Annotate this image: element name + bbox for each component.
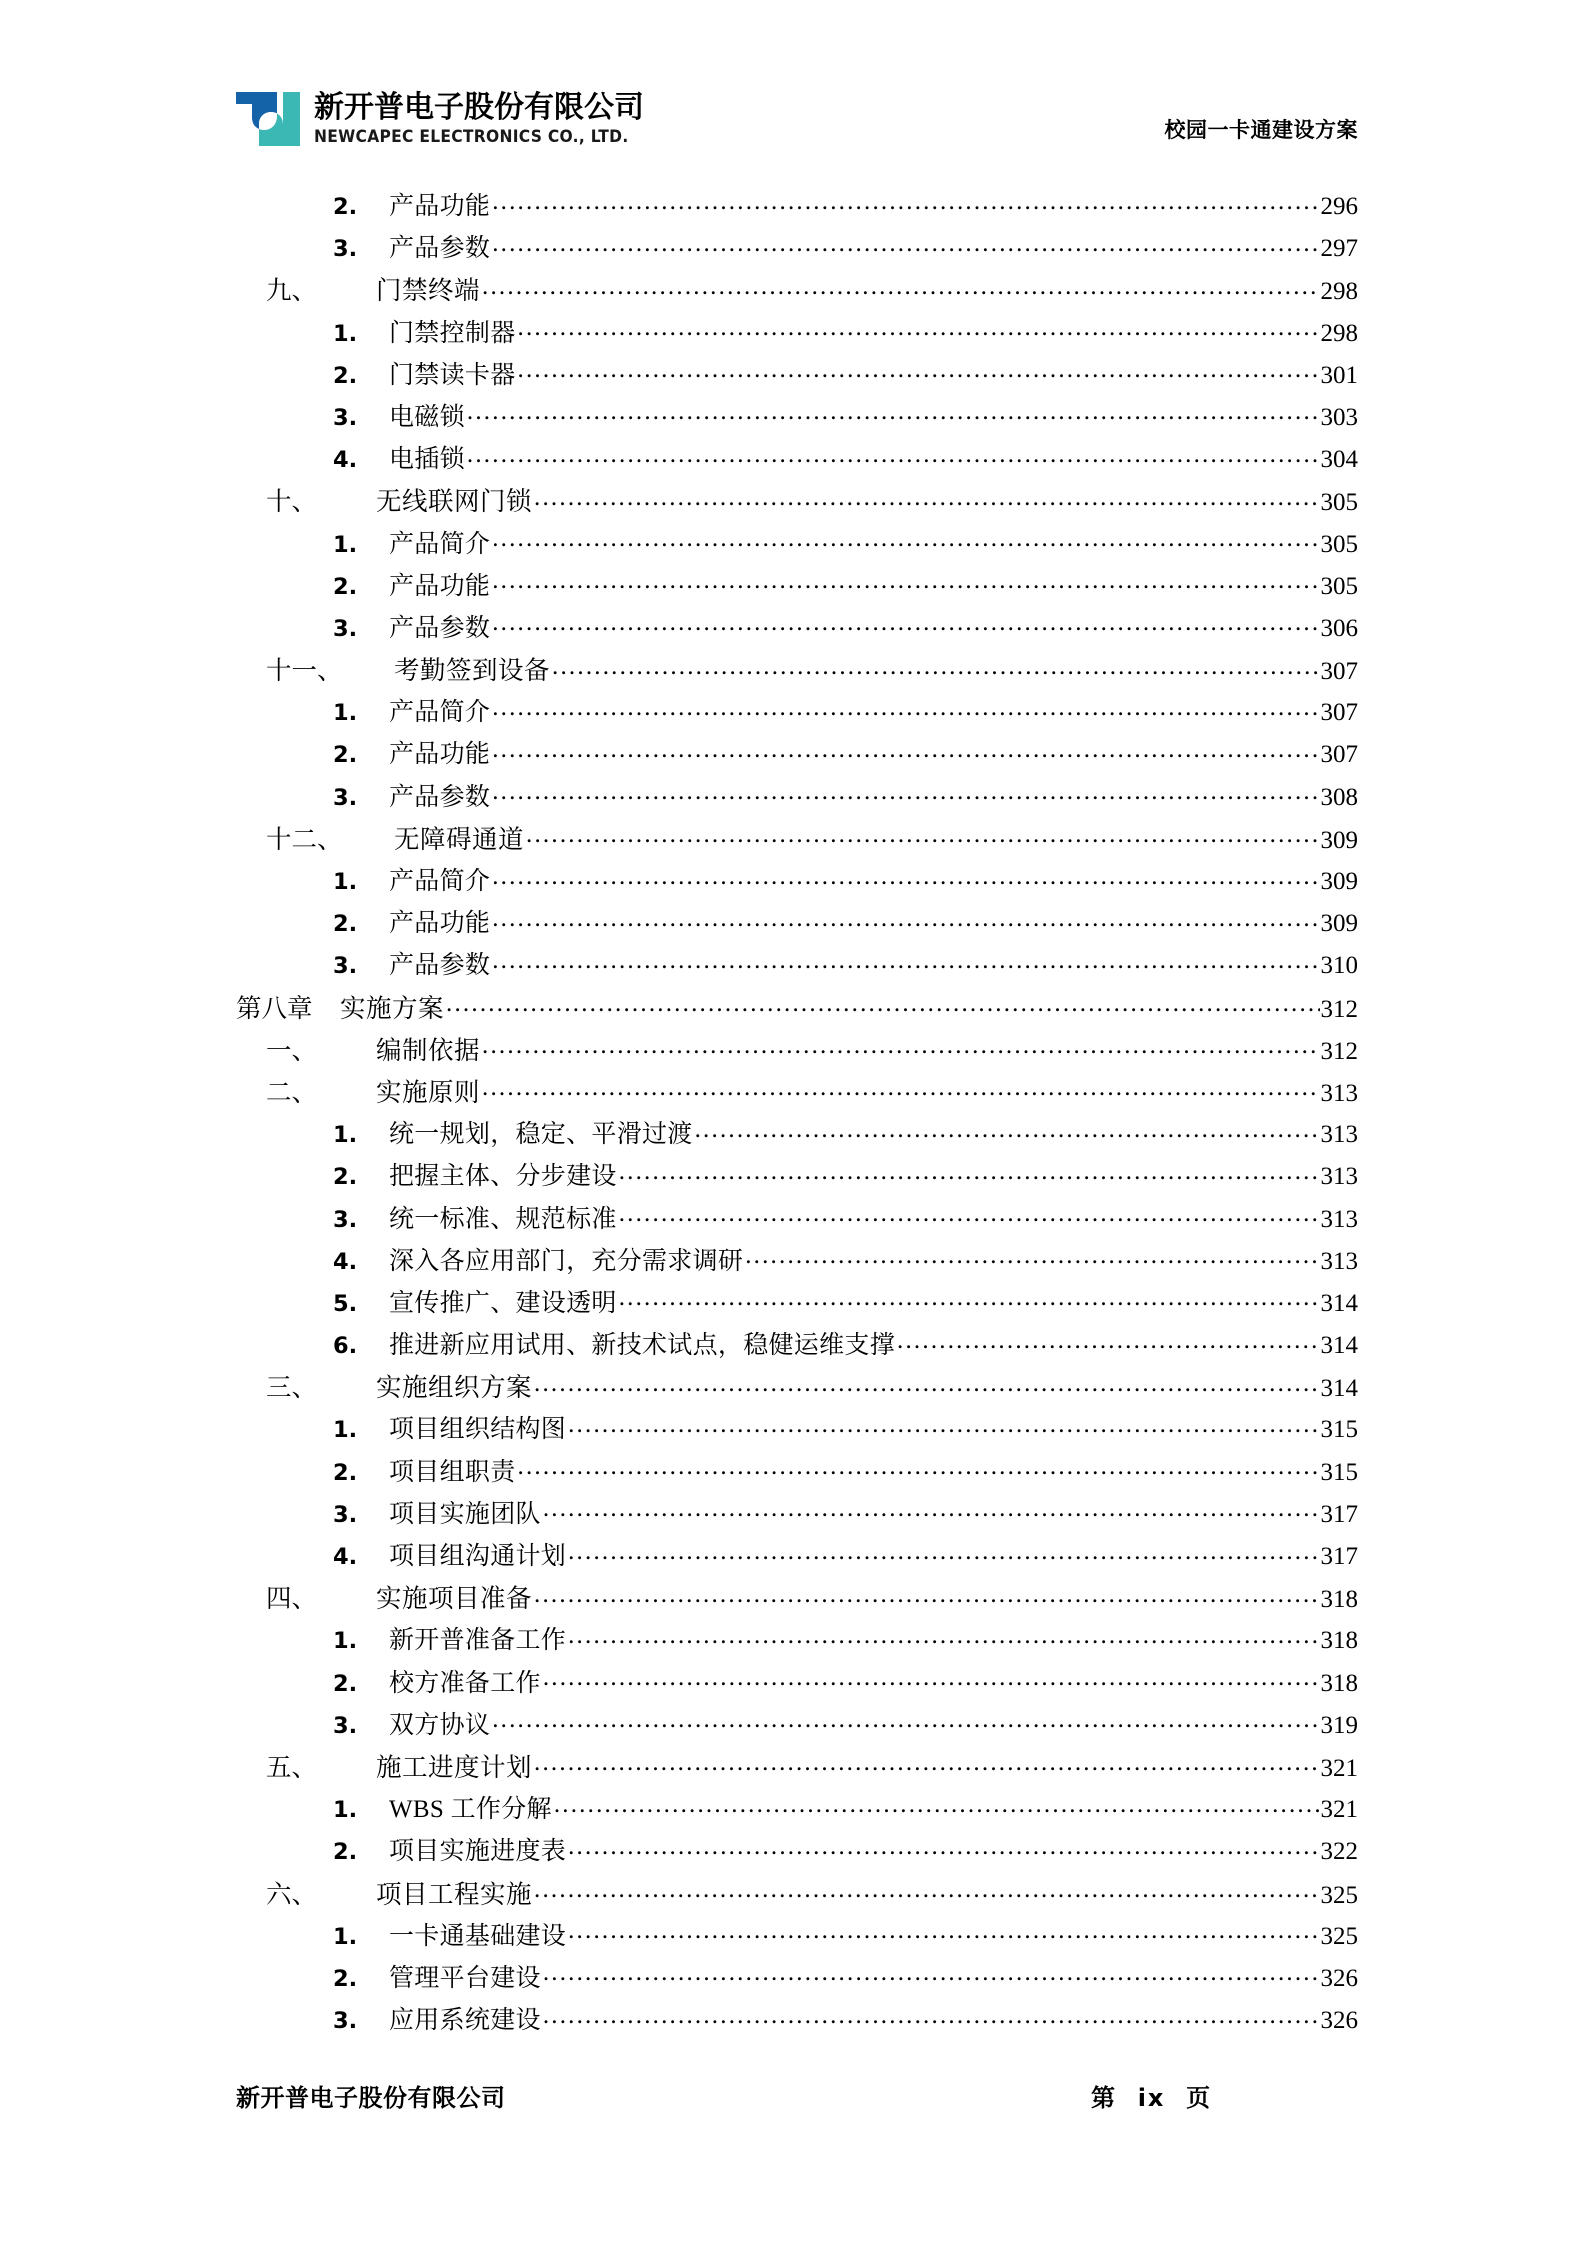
toc-entry-page-number: 306: [1320, 614, 1358, 642]
toc-entry-number: 四、: [266, 1584, 318, 1614]
toc-leader-dots: [518, 358, 1320, 383]
toc-entry-title: 实施项目准备: [376, 1584, 533, 1614]
table-of-contents: [236, 186, 1358, 2042]
toc-entry-number: 2.: [333, 573, 358, 600]
toc-leader-dots: [467, 400, 1320, 425]
toc-entry-title: 产品功能: [389, 193, 491, 220]
toc-entry-number: 3.: [333, 1206, 358, 1233]
toc-entry-number: 5.: [333, 1290, 358, 1317]
toc-entry-title: 双方协议: [389, 1711, 491, 1739]
toc-entry[interactable]: [236, 1199, 1358, 1241]
toc-entry-title: 无线联网门锁: [376, 487, 533, 517]
toc-entry-title: 宣传推广、建设透明: [389, 1289, 617, 1317]
toc-entry-number: 1.: [333, 1628, 358, 1655]
toc-entry-page-number: 312: [1320, 1037, 1358, 1065]
toc-entry[interactable]: [236, 988, 1358, 1030]
toc-entry-page-number: 326: [1320, 1964, 1358, 1992]
toc-entry-number: 4.: [333, 447, 358, 474]
toc-entry-number: 3.: [333, 1501, 358, 1528]
toc-entry-title: 编制依据: [376, 1035, 481, 1065]
toc-entry-page-number: 307: [1320, 699, 1358, 727]
toc-entry-title: 项目组织结构图: [389, 1416, 567, 1444]
toc-entry[interactable]: [236, 1578, 1358, 1620]
toc-entry-title: 施工进度计划: [376, 1752, 533, 1782]
toc-entry[interactable]: [236, 1536, 1358, 1578]
toc-entry-number: 2.: [333, 1839, 358, 1866]
toc-entry-number: 2.: [333, 1670, 358, 1697]
toc-leader-dots: [492, 906, 1319, 931]
toc-entry[interactable]: [236, 1663, 1358, 1705]
toc-leader-dots: [492, 780, 1319, 805]
toc-entry-number: 1.: [333, 1797, 358, 1824]
toc-entry-page-number: 317: [1320, 1543, 1358, 1570]
toc-entry-number: 1.: [333, 531, 358, 558]
toc-leader-dots: [492, 1708, 1319, 1733]
toc-entry-number: 2.: [333, 742, 358, 769]
toc-entry-title: 考勤签到设备: [394, 656, 551, 686]
toc-entry[interactable]: [236, 1789, 1358, 1831]
toc-entry-title: 产品功能: [389, 910, 491, 938]
toc-entry-number: 十一、: [266, 656, 343, 686]
toc-entry[interactable]: [236, 1494, 1358, 1536]
toc-entry-page-number: 303: [1320, 403, 1358, 431]
toc-entry[interactable]: [236, 355, 1358, 397]
toc-entry-number: 2.: [333, 1164, 358, 1191]
toc-entry[interactable]: [236, 1620, 1358, 1662]
toc-leader-dots: [518, 1455, 1320, 1480]
toc-leader-dots: [534, 485, 1319, 511]
toc-entry-page-number: 307: [1320, 741, 1358, 769]
toc-entry[interactable]: [236, 1325, 1358, 1367]
toc-leader-dots: [543, 2003, 1320, 2028]
toc-entry-number: 3.: [333, 784, 358, 811]
toc-leader-dots: [534, 1582, 1319, 1608]
toc-leader-dots: [619, 1286, 1320, 1311]
toc-entry-page-number: 312: [1320, 995, 1358, 1023]
toc-entry[interactable]: [236, 903, 1358, 945]
toc-entry-page-number: 317: [1320, 1500, 1358, 1528]
toc-leader-dots: [492, 527, 1319, 552]
toc-entry-number: 3.: [333, 953, 358, 980]
toc-entry-number: 九、: [266, 276, 318, 306]
toc-entry-title: 实施组织方案: [376, 1373, 533, 1403]
page-footer: [236, 2078, 1358, 2113]
toc-leader-dots: [568, 1539, 1319, 1564]
toc-leader-dots: [492, 611, 1319, 636]
toc-entry-page-number: 309: [1320, 868, 1358, 895]
toc-entry-title: 产品简介: [389, 530, 491, 558]
toc-entry-page-number: 305: [1320, 572, 1358, 600]
toc-leader-dots: [534, 1877, 1319, 1903]
toc-leader-dots: [492, 864, 1319, 889]
toc-entry-number: 五、: [266, 1752, 318, 1782]
toc-entry-page-number: 310: [1320, 952, 1358, 980]
toc-entry-number: 3.: [333, 1712, 358, 1739]
toc-leader-dots: [518, 316, 1320, 341]
toc-leader-dots: [492, 569, 1319, 594]
toc-leader-dots: [492, 695, 1319, 720]
toc-leader-dots: [482, 274, 1319, 300]
toc-entry-title: 统一规划，稳定、平滑过渡: [389, 1121, 693, 1149]
toc-leader-dots: [568, 1834, 1319, 1859]
toc-entry[interactable]: [236, 1831, 1358, 1873]
toc-entry-title: 项目组沟通计划: [389, 1543, 567, 1570]
toc-entry-number: 3.: [333, 615, 358, 642]
toc-leader-dots: [482, 1075, 1319, 1101]
toc-entry[interactable]: [236, 2000, 1358, 2042]
toc-entry-page-number: 304: [1320, 446, 1358, 474]
toc-entry-number: 三、: [266, 1373, 318, 1403]
toc-leader-dots: [543, 1961, 1320, 1986]
toc-entry-title: 统一标准、规范标准: [389, 1205, 617, 1233]
toc-entry-title: WBS 工作分解: [389, 1796, 552, 1824]
toc-leader-dots: [534, 1371, 1319, 1397]
toc-entry-title: 项目组职责: [389, 1458, 516, 1486]
toc-entry-page-number: 315: [1320, 1416, 1358, 1444]
toc-entry[interactable]: [236, 1241, 1358, 1283]
toc-leader-dots: [568, 1623, 1319, 1648]
toc-entry-number: 十二、: [266, 824, 343, 854]
toc-entry[interactable]: [236, 566, 1358, 608]
footer-page-number: 第 ix 页: [1091, 2084, 1213, 2112]
toc-entry-title: 电磁锁: [389, 403, 465, 431]
toc-entry-title: 项目实施进度表: [389, 1838, 567, 1866]
toc-entry-page-number: 313: [1320, 1079, 1358, 1107]
toc-entry[interactable]: [236, 1072, 1358, 1114]
toc-entry-title: 产品简介: [389, 868, 491, 895]
toc-entry-title: 无障碍通道: [394, 824, 525, 854]
brand-text-block: [314, 89, 649, 147]
toc-entry[interactable]: [236, 397, 1358, 439]
toc-leader-dots: [482, 1033, 1319, 1059]
toc-entry[interactable]: [236, 1747, 1358, 1789]
footer-company-name: 新开普电子股份有限公司: [236, 2084, 506, 2112]
toc-entry-number: 3.: [333, 236, 358, 263]
toc-entry[interactable]: [236, 650, 1358, 692]
toc-entry-title: 项目工程实施: [376, 1879, 533, 1909]
toc-entry-title: 产品参数: [389, 235, 491, 263]
toc-entry-page-number: 318: [1320, 1627, 1358, 1655]
toc-entry-title: 校方准备工作: [389, 1669, 541, 1697]
toc-entry-number: 十、: [266, 487, 318, 517]
toc-leader-dots: [492, 231, 1319, 256]
toc-entry-page-number: 298: [1320, 278, 1358, 306]
toc-entry-title: 实施原则: [376, 1077, 481, 1107]
toc-entry-title: 项目实施团队: [389, 1500, 541, 1528]
toc-entry-page-number: 313: [1320, 1163, 1358, 1191]
toc-entry-title: 管理平台建设: [389, 1964, 541, 1992]
toc-entry[interactable]: [236, 186, 1358, 228]
toc-entry[interactable]: [236, 1452, 1358, 1494]
toc-entry-title: 产品参数: [389, 614, 491, 642]
toc-entry-page-number: 318: [1320, 1586, 1358, 1614]
toc-entry-number: 2.: [333, 1965, 358, 1992]
page-header: [236, 86, 1358, 148]
toc-entry-title: 门禁终端: [376, 276, 481, 306]
toc-entry[interactable]: [236, 608, 1358, 650]
toc-entry-title: 新开普准备工作: [389, 1627, 567, 1655]
toc-entry-page-number: 314: [1320, 1332, 1358, 1360]
toc-entry[interactable]: [236, 1874, 1358, 1916]
toc-leader-dots: [568, 1412, 1319, 1437]
toc-leader-dots: [446, 991, 1319, 1017]
toc-entry[interactable]: [236, 481, 1358, 523]
document-title: 校园一卡通建设方案: [1164, 118, 1358, 142]
toc-entry[interactable]: [236, 439, 1358, 481]
toc-entry-title: 产品功能: [389, 741, 491, 769]
toc-entry-number: 1.: [333, 320, 358, 347]
toc-entry-number: 2.: [333, 1459, 358, 1486]
toc-entry-number: 二、: [266, 1077, 318, 1107]
toc-leader-dots: [745, 1244, 1319, 1269]
toc-entry-title: 门禁读卡器: [389, 361, 516, 389]
brand-name-en: NEWCAPEC ELECTRONICS CO., LTD.: [314, 126, 629, 146]
toc-entry-page-number: 319: [1320, 1711, 1358, 1739]
toc-leader-dots: [492, 948, 1319, 973]
toc-entry-number: 1.: [333, 1923, 358, 1950]
toc-entry-title: 产品参数: [389, 952, 491, 980]
toc-entry-title: 推进新应用试用、新技术试点，稳健运维支撑: [389, 1332, 896, 1360]
toc-leader-dots: [543, 1666, 1320, 1691]
toc-entry-page-number: 314: [1320, 1375, 1358, 1403]
toc-entry-page-number: 314: [1320, 1289, 1358, 1317]
brand-name-cn: 新开普电子股份有限公司: [314, 89, 644, 125]
toc-entry-number: 第八章: [236, 993, 313, 1023]
toc-entry[interactable]: [236, 777, 1358, 819]
toc-entry[interactable]: [236, 861, 1358, 903]
toc-leader-dots: [526, 822, 1319, 848]
toc-entry-number: 2.: [333, 362, 358, 389]
toc-entry[interactable]: [236, 1705, 1358, 1747]
toc-leader-dots: [695, 1117, 1320, 1142]
toc-entry-page-number: 318: [1320, 1669, 1358, 1697]
toc-entry-number: 3.: [333, 404, 358, 431]
toc-entry-page-number: 313: [1320, 1247, 1358, 1275]
toc-entry[interactable]: [236, 734, 1358, 776]
toc-entry[interactable]: [236, 819, 1358, 861]
toc-entry-page-number: 309: [1320, 826, 1358, 854]
toc-entry-page-number: 301: [1320, 361, 1358, 389]
toc-entry-number: 4.: [333, 1248, 358, 1275]
toc-leader-dots: [543, 1497, 1320, 1522]
toc-entry-page-number: 308: [1320, 783, 1358, 811]
toc-entry-number: 2.: [333, 911, 358, 938]
toc-entry[interactable]: [236, 945, 1358, 987]
toc-entry-page-number: 309: [1320, 910, 1358, 938]
company-brand: [236, 90, 649, 148]
toc-entry-title: 一卡通基础建设: [389, 1922, 567, 1950]
toc-entry-number: 2.: [333, 194, 358, 220]
toc-entry-number: 3.: [333, 2008, 358, 2035]
toc-entry[interactable]: [236, 228, 1358, 270]
toc-leader-dots: [467, 442, 1320, 467]
toc-entry[interactable]: [236, 692, 1358, 734]
toc-entry-page-number: 296: [1320, 193, 1358, 220]
toc-entry-page-number: 297: [1320, 235, 1358, 263]
toc-leader-dots: [897, 1328, 1319, 1353]
toc-entry-title: 门禁控制器: [389, 319, 516, 347]
toc-entry-title: 产品简介: [389, 699, 491, 727]
toc-entry[interactable]: [236, 1156, 1358, 1198]
toc-entry-page-number: 315: [1320, 1458, 1358, 1486]
toc-entry-page-number: 313: [1320, 1205, 1358, 1233]
toc-entry[interactable]: [236, 1958, 1358, 2000]
toc-entry-title: 深入各应用部门，充分需求调研: [389, 1247, 744, 1275]
toc-entry[interactable]: [236, 524, 1358, 566]
toc-entry-title: 产品参数: [389, 783, 491, 811]
toc-leader-dots: [552, 654, 1319, 680]
toc-entry-title: 产品功能: [389, 572, 491, 600]
toc-entry-title: 应用系统建设: [389, 2007, 541, 2035]
toc-leader-dots: [619, 1202, 1320, 1227]
toc-entry-page-number: 305: [1320, 489, 1358, 517]
toc-leader-dots: [568, 1919, 1319, 1944]
toc-entry[interactable]: [236, 1114, 1358, 1156]
toc-leader-dots: [492, 189, 1319, 214]
toc-entry[interactable]: [236, 313, 1358, 355]
toc-entry-number: 1.: [333, 700, 358, 727]
toc-entry-number: 一、: [266, 1035, 318, 1065]
toc-entry-page-number: 322: [1320, 1838, 1358, 1866]
toc-entry-page-number: 325: [1320, 1922, 1358, 1950]
toc-entry[interactable]: [236, 1283, 1358, 1325]
toc-entry-number: 1.: [333, 1417, 358, 1444]
toc-entry-number: 4.: [333, 1544, 358, 1570]
toc-entry-page-number: 326: [1320, 2007, 1358, 2035]
toc-entry[interactable]: [236, 270, 1358, 312]
toc-entry-number: 1.: [333, 1122, 358, 1149]
toc-entry-page-number: 307: [1320, 658, 1358, 686]
newcapec-n-logo-icon: [236, 90, 300, 148]
toc-entry-page-number: 321: [1320, 1754, 1358, 1782]
toc-leader-dots: [534, 1750, 1319, 1776]
toc-entry-page-number: 325: [1320, 1881, 1358, 1909]
toc-entry-title: 电插锁: [389, 446, 465, 474]
toc-entry-page-number: 298: [1320, 319, 1358, 347]
toc-leader-dots: [492, 737, 1319, 762]
toc-entry[interactable]: [236, 1367, 1358, 1409]
toc-leader-dots: [619, 1159, 1320, 1184]
toc-entry[interactable]: [236, 1409, 1358, 1451]
toc-entry-title: 把握主体、分步建设: [389, 1163, 617, 1191]
toc-leader-dots: [554, 1792, 1320, 1817]
toc-entry[interactable]: [236, 1916, 1358, 1958]
toc-entry-number: 1.: [333, 869, 358, 895]
toc-entry-page-number: 313: [1320, 1121, 1358, 1149]
toc-entry-title: 实施方案: [340, 993, 445, 1023]
toc-entry-number: 6.: [333, 1333, 358, 1360]
toc-entry[interactable]: [236, 1030, 1358, 1072]
toc-entry-page-number: 305: [1320, 530, 1358, 558]
toc-entry-page-number: 321: [1320, 1796, 1358, 1824]
toc-entry-number: 六、: [266, 1879, 318, 1909]
